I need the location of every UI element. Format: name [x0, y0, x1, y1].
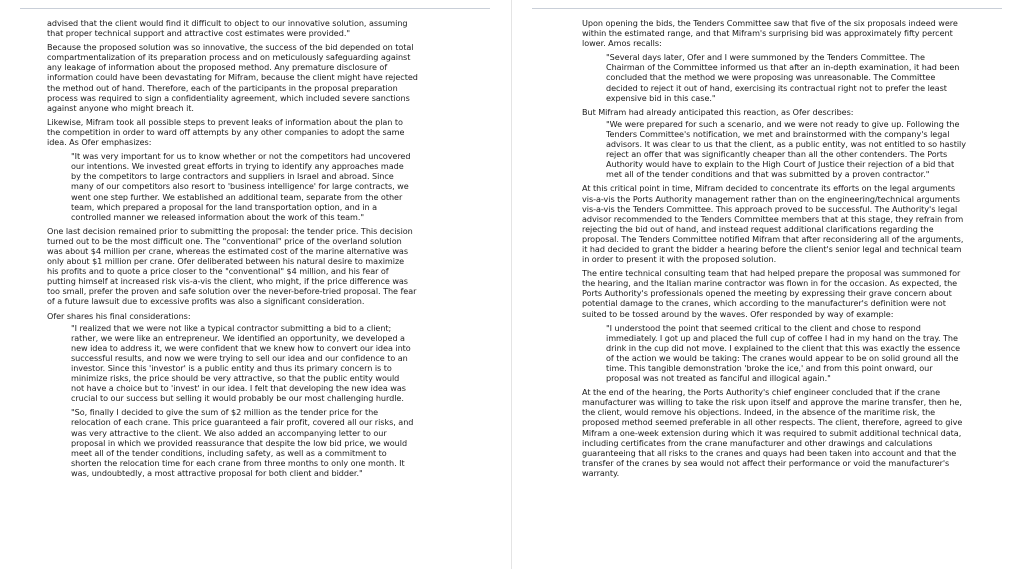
- paragraph: advised that the client would find it difficult to object to our innovative solution, assuming that proper technical support and attractive cost estimates were provided.": [47, 18, 408, 39]
- paragraph: But Mifram had already anticipated this reaction, as Ofer describes:: [582, 106, 854, 117]
- page-top-edge: [532, 8, 1002, 9]
- paragraph: Likewise, Mifram took all possible steps to prevent leaks of information about the plan to the competition in order to ward off attempts by any other companies to adopt the same idea. As Ofer emphasizes:: [47, 116, 405, 148]
- paragraph: At the end of the hearing, the Ports Authority's chief engineer concluded that if the crane manufacturer was willing to take the risk upon itself and approve the marine transfer, then he, the client, would remove his objections. Indeed, in the absence of the maritime risk, the proposed method seemed preferable in all other respects. The client, therefore, agreed to give Mifram a one-week extension during which it was required to submit additional technical data, including certificates from the crane manufacturer and other drawings and calculations guaranteeing that all risks to the cranes and quays had been taken into account and that the transfer of the cranes by sea would not affect their performance or void the manufacturer's warranty.: [582, 387, 963, 478]
- paragraph: At this critical point in time, Mifram decided to concentrate its efforts on the legal arguments vis-a-vis the Ports Authority management rather than on the engineering/technical arguments vis-a-vis the Tenders Committee. This approach proved to be successful. The Authority's legal advisor recommended to the Tenders Committee members that at this stage, they refrain from rejecting the bid out of hand, and instead request additional clarifications regarding the proposal. The Tenders Committee notified Mifram that after reconsidering all of the arguments, it had decided to grant the bidder a hearing before the client's senior legal and technical team in order to present it with the proposed solution.: [582, 183, 964, 265]
- paragraph: Because the proposed solution was so innovative, the success of the bid depended on total compartmentalization of its preparation process and on meticulously safeguarding against any leakage of information about the proposed method. Any premature disclosure of information could have been devastating for Mifram, because the client might have rejected the method out of hand. Therefore, each of the participants in the proposal preparation process was required to sign a confidentiality agreement, which included severe sanctions against anyone who might breach it.: [47, 42, 418, 113]
- paragraph: One last decision remained prior to submitting the proposal: the tender price. This decision turned out to be the most difficult one. The "conventional" price of the overland solution was about $4 million per crane, whereas the estimated cost of the marine alternative was only about $1 million per crane. Ofer deliberated between his natural desire to maximize his profits and to quote a price closer to the "conventional" $4 million, and his fear of putting himself at increased risk vis-a-vis the client, who might, if the price difference was too small, prefer the proven and safe solution over the never-before-tried proposal. The fear of a future lawsuit due to excessive profits was also a significant consideration.: [47, 225, 417, 307]
- paragraph: The entire technical consulting team that had helped prepare the proposal was summoned for the hearing, and the Italian marine contractor was flown in for the occasion. As expected, the Ports Authority's professionals opened the meeting by expressing their grave concern about potential damage to the cranes, which according to the manufacturer's definition were not suited to be tossed around by the waves. Ofer responded by way of example:: [582, 268, 961, 319]
- block-quote: "Several days later, Ofer and I were summoned by the Tenders Committee. The Chairman of the Committee informed us that after an in-depth examination, it had been concluded that the method we were proposing was unreasonable. The Committee decided to reject it out of hand, exercising its contractual right not to prefer the least expensive bid in this case.": [606, 52, 960, 103]
- block-quote: "It was very important for us to know whether or not the competitors had uncovered our intentions. We invested great efforts in trying to identify any approaches made by the competitors to large contractors and suppliers in Israel and abroad. Since many of our competitors also resort to 'business intelligence' for large contracts, we went one step further. We established an additional team, separate from the other team, which prepared a proposal for the land transportation option, and in a controlled manner we released information about the work of this team.": [71, 151, 411, 222]
- paragraph: Ofer shares his final considerations:: [47, 310, 191, 321]
- block-quote: "I understood the point that seemed critical to the client and chose to respond immediately. I got up and placed the full cup of coffee I had in my hand on the tray. The drink in the cup did not move. I explained to the client that this was exactly the essence of the action we would be taking: The cranes would appear to be on solid ground all the time. This tangible demonstration 'broke the ice,' and from this point onward, our proposal was not treated as fanciful and illogical again.": [606, 322, 961, 384]
- block-quote: "We were prepared for such a scenario, and we were not ready to give up. Following the Tenders Committee's notification, we met and brainstormed with the company's legal advisors. It was clear to us that the client, as a public entity, was not entitled to so hastily reject an offer that was significantly cheaper than all the other contenders. The Ports Authority would have to explain to the High Court of Justice their rejection of a bid that met all of the tender conditions and that was submitted by a proven contractor.": [606, 118, 966, 180]
- block-quote: "I realized that we were not like a typical contractor submitting a bid to a client; rather, we were like an entrepreneur. We identified an opportunity, we developed a new idea to address it, we were confident that we knew how to convert our idea into successful results, and now we were trying to sell our idea and our confidence to an investor. Since this 'investor' is a public entity and thus its primary concern is to minimize risks, the price should be very attractive, so that the public entity would not have a choice but to 'invest' in our idea. I felt that developing the new idea was crucial to our success but selling it would probably be our most challenging hurdle.: [71, 322, 411, 404]
- left-column: [47, 18, 418, 482]
- paragraph: Upon opening the bids, the Tenders Committee saw that five of the six proposals indeed were within the estimated range, and that Mifram's surprising bid was approximately fifty percent lower. Amos recalls:: [582, 18, 958, 49]
- block-quote: "So, finally I decided to give the sum of $2 million as the tender price for the relocation of each crane. This price guaranteed a fair profit, covered all our risks, and was very attractive to the client. We also added an accompanying letter to our proposal in which we provided reassurance that despite the low bid price, we would meet all of the tender conditions, including safety, as well as a commitment to shorten the relocation time for each crane from three months to only one month. It was, undoubtedly, a most attractive proposal for both client and bidder.": [71, 407, 414, 478]
- page-top-edge: [20, 8, 490, 9]
- right-column: [582, 18, 970, 482]
